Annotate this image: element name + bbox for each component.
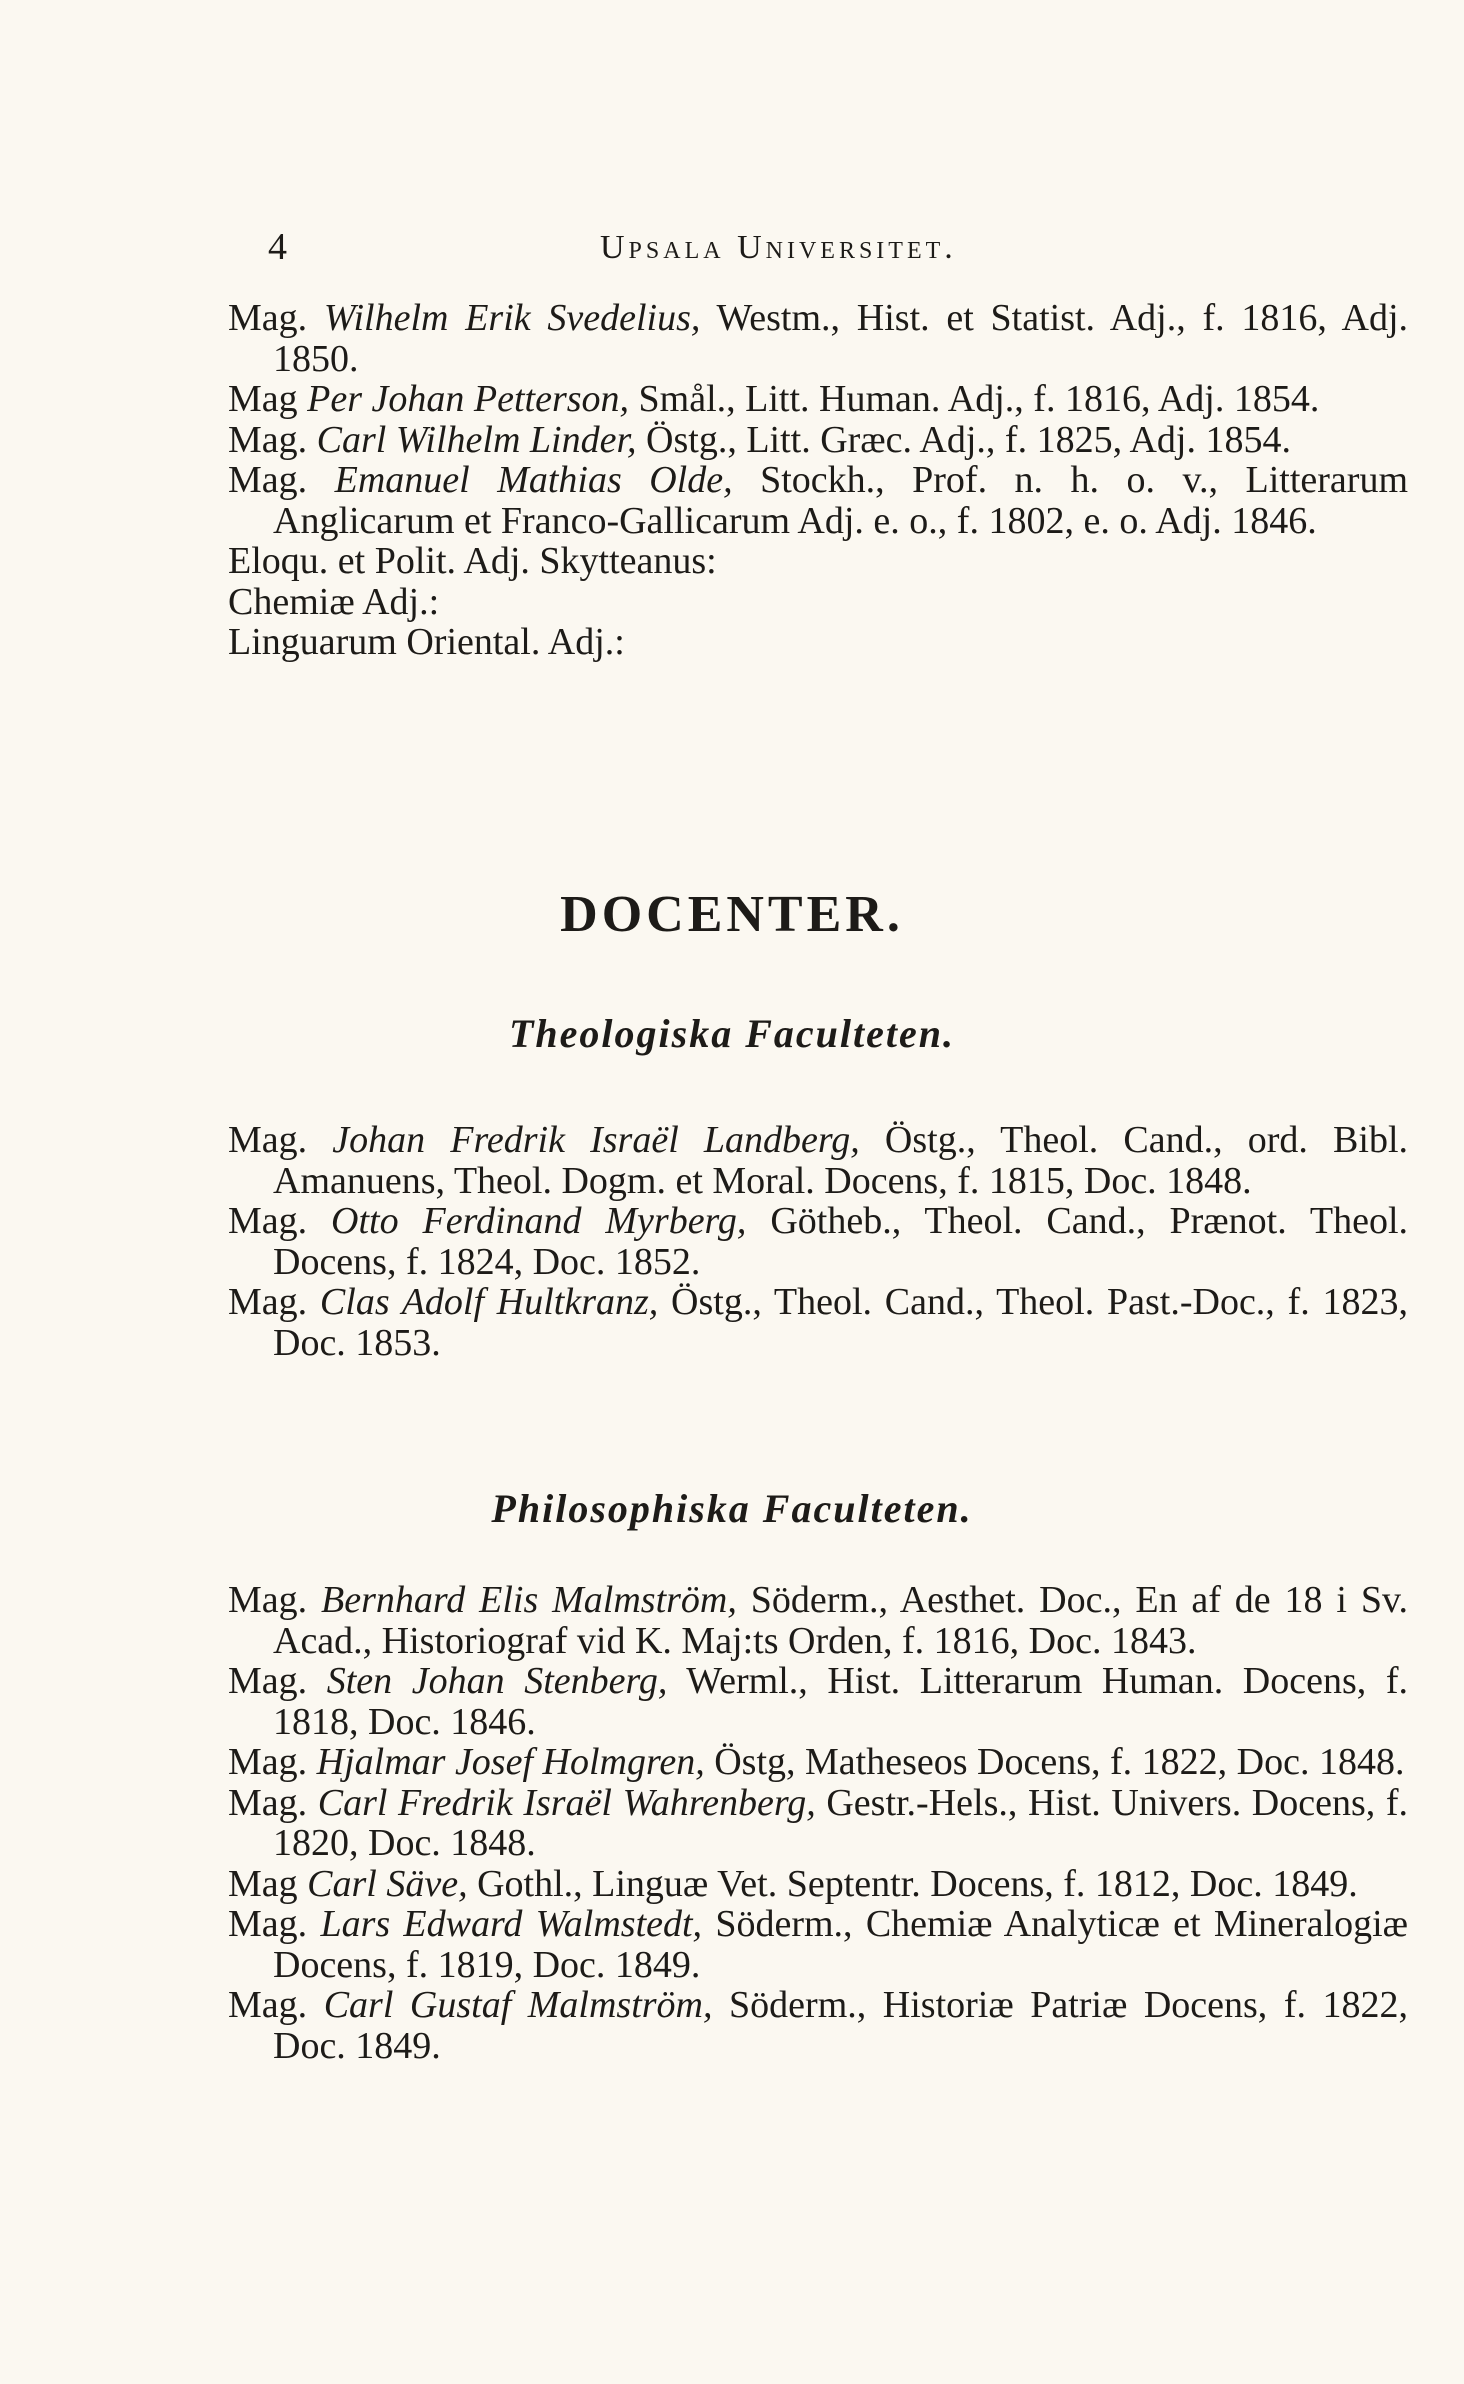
person-name: Wilhelm Erik Svedelius, xyxy=(323,297,701,339)
docenter-heading: DOCENTER. xyxy=(560,886,904,943)
entry-details: Östg., Theol. Cand., ord. Bibl. Amanuens, Theol. Dogm. et Moral. Docens, f. 1815, Doc. 1848. xyxy=(273,1119,1408,1202)
person-name: Carl Fredrik Israël Wahrenberg, xyxy=(317,1781,816,1824)
list-item xyxy=(228,460,1408,541)
list-item xyxy=(228,379,1408,420)
person-name: Carl Wilhelm Linder, xyxy=(316,418,637,461)
list-item xyxy=(228,1201,1408,1282)
person-name: Bernhard Elis Malmström, xyxy=(321,1579,737,1621)
list-item xyxy=(228,1985,1408,2066)
list-item xyxy=(228,1661,1408,1742)
list-item xyxy=(228,1120,1408,1201)
person-name: Carl Gustaf Malmström, xyxy=(323,1984,713,2026)
entry-title: Mag xyxy=(228,378,298,420)
entry-title: Mag. xyxy=(228,1200,308,1242)
entry-title: Mag. xyxy=(228,1741,308,1783)
person-name: Lars Edward Walmstedt, xyxy=(320,1903,703,1945)
entry-title: Mag. xyxy=(228,1660,308,1702)
entry-details: Gestr.-Hels., Hist. Univers. Docens, f. 1820, Doc. 1848. xyxy=(273,1781,1409,1864)
entry-details: Östg., Litt. Græc. Adj., f. 1825, Adj. 1854. xyxy=(646,418,1291,461)
entry-details: Götheb., Theol. Cand., Prænot. Theol. Docens, f. 1824, Doc. 1852. xyxy=(273,1200,1409,1283)
entry-details: Stockh., Prof. n. h. o. v., Litterarum Anglicarum et Franco-Gallicarum Adj. e. o., f. 1802, e. o. Adj. 1846. xyxy=(273,459,1408,542)
person-name: Sten Johan Stenberg, xyxy=(326,1660,668,1702)
person-name: Otto Ferdinand Myrberg, xyxy=(331,1200,747,1242)
list-item xyxy=(228,1904,1408,1985)
entry-details: Söderm., Historiæ Patriæ Docens, f. 1822, Doc. 1849. xyxy=(273,1984,1409,2067)
vacancy-line: Chemiæ Adj.: xyxy=(228,580,440,623)
list-item xyxy=(228,1580,1408,1661)
list-item xyxy=(228,1864,1408,1905)
philosophy-faculty-heading: Philosophiska Faculteten. xyxy=(491,1486,973,1531)
person-name: Johan Fredrik Israël Landberg, xyxy=(332,1119,860,1161)
entry-details: Gothl., Linguæ Vet. Septentr. Docens, f. 1812, Doc. 1849. xyxy=(477,1862,1358,1905)
entry-title: Mag. xyxy=(228,1281,308,1323)
list-item xyxy=(228,420,1408,461)
vacancy-line: Eloqu. et Polit. Adj. Skytteanus: xyxy=(228,540,717,582)
list-item xyxy=(228,1282,1408,1363)
entry-title: Mag. xyxy=(228,418,308,461)
list-item xyxy=(228,1742,1408,1783)
vacancy-line: Linguarum Oriental. Adj.: xyxy=(228,621,625,663)
entry-title: Mag. xyxy=(228,297,308,339)
entry-details: Söderm., Aesthet. Doc., En af de 18 i Sv. Acad., Historiograf vid K. Maj:ts Orden, f. 1816, Doc. 1843. xyxy=(273,1579,1409,1662)
entry-title: Mag. xyxy=(228,1781,308,1824)
list-item xyxy=(228,298,1408,379)
entry-title: Mag. xyxy=(228,1984,308,2026)
page-number: 4 xyxy=(268,226,287,268)
page-header xyxy=(0,225,1464,275)
entry-title: Mag. xyxy=(228,1119,308,1161)
entry-title: Mag. xyxy=(228,459,308,501)
person-name: Emanuel Mathias Olde, xyxy=(334,459,733,501)
entry-details: Söderm., Chemiæ Analyticæ et Mineralogiæ Docens, f. 1819, Doc. 1849. xyxy=(273,1903,1409,1986)
person-name: Hjalmar Josef Holmgren, xyxy=(316,1741,705,1783)
entry-details: Smål., Litt. Human. Adj., f. 1816, Adj. 1854. xyxy=(638,378,1320,420)
entry-title: Mag xyxy=(228,1862,298,1905)
philosophy-list xyxy=(228,1580,1408,2066)
entry-details: Östg., Theol. Cand., Theol. Past.-Doc., f. 1823, Doc. 1853. xyxy=(273,1281,1408,1364)
theology-list xyxy=(228,1120,1408,1363)
person-name: Per Johan Petterson, xyxy=(307,378,630,420)
theology-faculty-heading: Theologiska Faculteten. xyxy=(509,1011,955,1056)
person-name: Clas Adolf Hultkranz, xyxy=(319,1281,659,1323)
entry-title: Mag. xyxy=(228,1579,308,1621)
person-name: Carl Säve, xyxy=(307,1862,468,1905)
entry-details: Werml., Hist. Litterarum Human. Docens, f. 1818, Doc. 1846. xyxy=(273,1660,1408,1743)
adjuncts-list xyxy=(228,298,1408,663)
entry-title: Mag. xyxy=(228,1903,308,1945)
entry-details: Östg, Matheseos Docens, f. 1822, Doc. 1848. xyxy=(714,1741,1405,1783)
entry-details: Westm., Hist. et Statist. Adj., f. 1816, Adj. 1850. xyxy=(273,297,1408,380)
running-head: Upsala Universitet. xyxy=(600,229,957,266)
list-item xyxy=(228,1783,1408,1864)
